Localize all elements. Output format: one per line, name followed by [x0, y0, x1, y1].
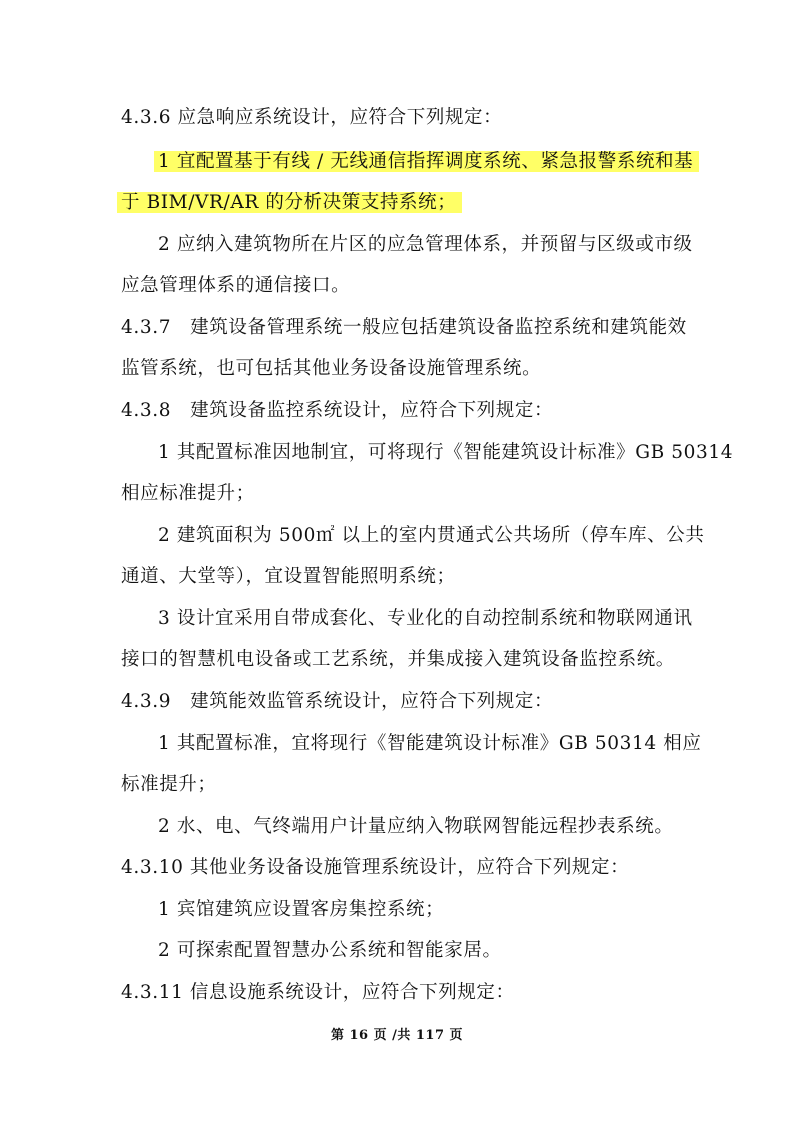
clause-4-3-10-item-2: 2 可探索配置智慧办公系统和智能家居。: [158, 940, 502, 961]
clause-4-3-8-item-2-line-2: 通道、大堂等），宜设置智能照明系统；: [121, 566, 456, 587]
highlight-item-1-line-2: 于 BIM/VR/AR 的分析决策支持系统；: [117, 192, 462, 213]
clause-4-3-9-item-2: 2 水、电、气终端用户计量应纳入物联网智能远程抄表系统。: [158, 816, 674, 837]
clause-4-3-9-item-1-line-2: 标准提升；: [121, 774, 217, 795]
clause-4-3-8-item-1-line-1: 1 其配置标准因地制宜，可将现行《智能建筑设计标准》GB 50314: [158, 442, 734, 463]
clause-4-3-6-item-2-line-1: 2 应纳入建筑物所在片区的应急管理体系，并预留与区级或市级: [158, 234, 693, 255]
clause-4-3-10-item-1: 1 宾馆建筑应设置客房集控系统；: [158, 899, 445, 920]
clause-4-3-9-item-1-line-1: 1 其配置标准，宜将现行《智能建筑设计标准》GB 50314 相应: [158, 733, 702, 754]
clause-4-3-8-item-3-line-1: 3 设计宜采用自带成套化、专业化的自动控制系统和物联网通讯: [158, 608, 693, 629]
clause-4-3-8-item-2-line-1: 2 建筑面积为 500㎡ 以上的室内贯通式公共场所（停车库、公共: [158, 525, 705, 546]
clause-4-3-7-line-1: 4.3.7 建筑设备管理系统一般应包括建筑设备监控系统和建筑能效: [121, 317, 687, 338]
clause-4-3-10-heading: 4.3.10 其他业务设备设施管理系统设计，应符合下列规定：: [121, 857, 630, 878]
clause-4-3-6-heading: 4.3.6 应急响应系统设计，应符合下列规定：: [121, 107, 503, 128]
clause-4-3-7-line-2: 监管系统，也可包括其他业务设备设施管理系统。: [121, 358, 542, 379]
clause-4-3-8-item-1-line-2: 相应标准提升；: [121, 483, 255, 504]
page-number-footer: 第 16 页 /共 117 页: [330, 1028, 464, 1043]
clause-4-3-11-heading: 4.3.11 信息设施系统设计，应符合下列规定：: [121, 982, 515, 1003]
highlight-item-1-line-1: 1 宜配置基于有线 / 无线通信指挥调度系统、紧急报警系统和基: [154, 151, 699, 172]
clause-4-3-6-item-1-line-2: [121, 190, 462, 216]
clause-4-3-6-item-1-line-1: [158, 149, 699, 175]
clause-4-3-6-item-2-line-2: 应急管理体系的通信接口。: [121, 275, 351, 296]
clause-4-3-9-heading: 4.3.9 建筑能效监管系统设计，应符合下列规定：: [121, 691, 554, 712]
clause-4-3-8-heading: 4.3.8 建筑设备监控系统设计，应符合下列规定：: [121, 400, 554, 421]
clause-4-3-8-item-3-line-2: 接口的智慧机电设备或工艺系统，并集成接入建筑设备监控系统。: [121, 649, 675, 670]
